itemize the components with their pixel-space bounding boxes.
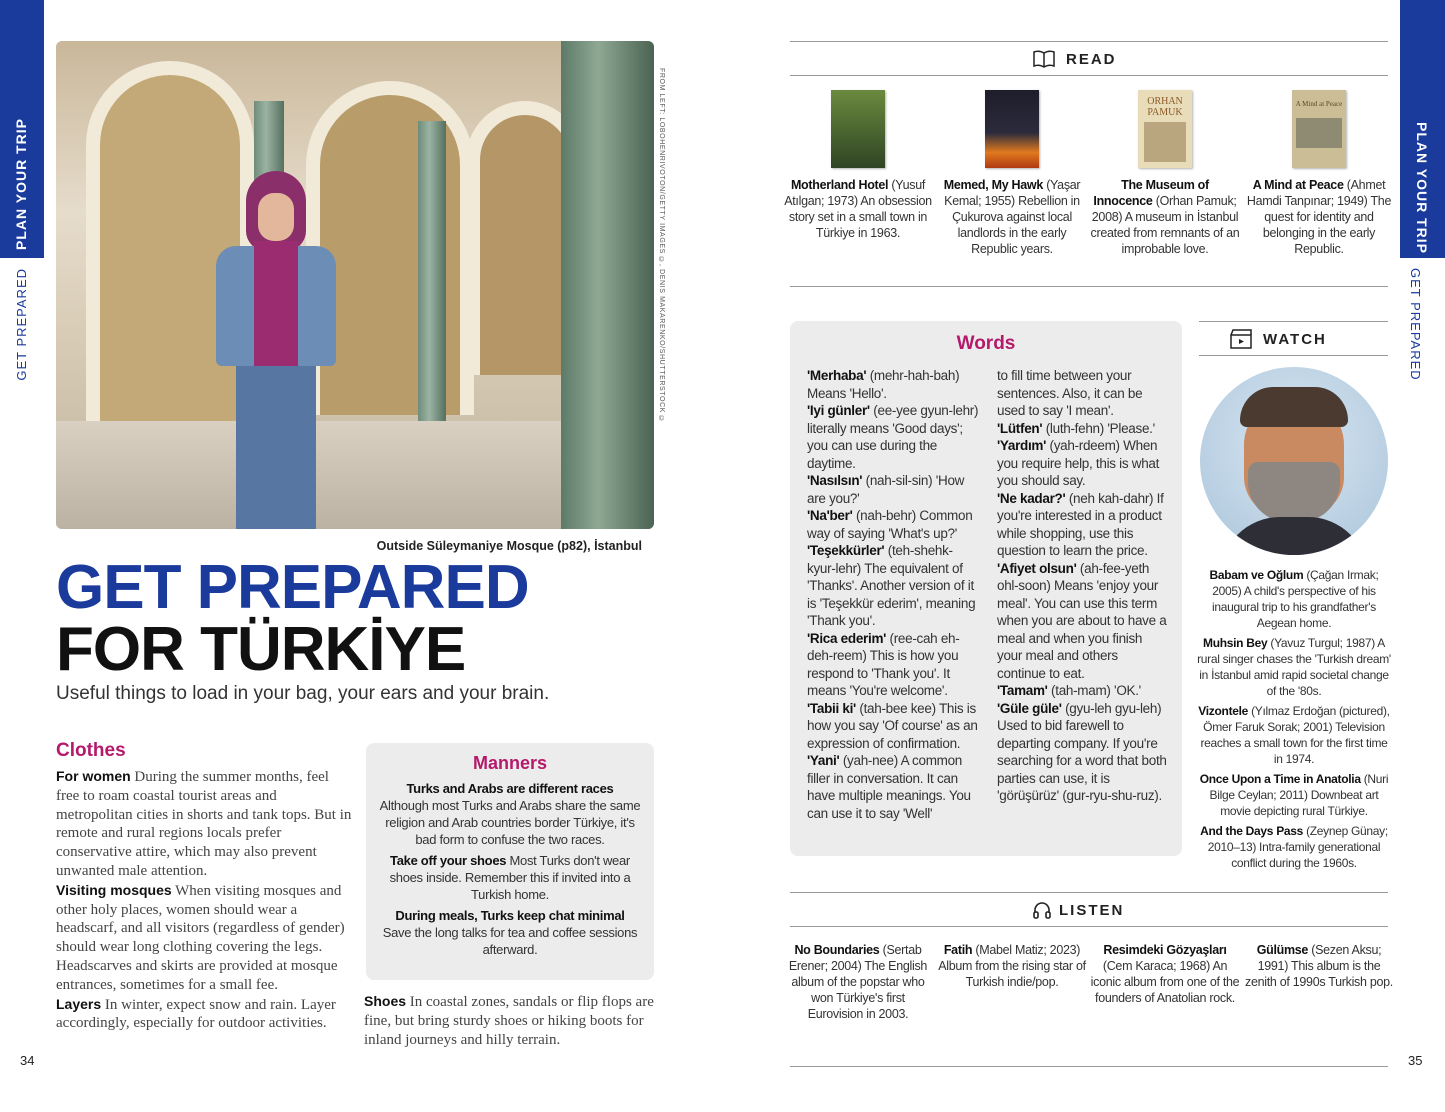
director-portrait [1200,367,1388,555]
clothes-heading: Clothes [56,740,126,761]
words-heading: Words [956,333,1016,354]
clothes-item: For women During the summer months, feel free to roam coastal tourist areas and metropolitan cities in shorts and tank tops. But in remote and rural regions locals prefer conservative attire, which may also prevent unwanted male attention. [56,768,352,879]
watch-heading: WATCH [1263,331,1327,348]
photo-caption: Outside Süleymaniye Mosque (p82), İstanbul [376,539,642,553]
right-section-tab [1400,0,1445,258]
left-subsection-label: GET PREPARED [14,268,29,381]
clothes-item: Visiting mosques When visiting mosques and other holy places, women should wear a headscarf, and all visitors (regardless of gender) should wear long clothing covering the legs. Headscarves and skirts are provided at mosque entrances, sometimes for a small fee. [56,881,345,993]
photo-credit: FROM LEFT: LOBOHENRIVOTON/GETTY IMAGES ©, DENIS MAKARENKO/SHUTTERSTOCK © [658,68,665,424]
book-cover-motherland [831,90,885,168]
words-box [790,321,1182,856]
mosque-photo [56,41,654,529]
watch-entry: Once Upon a Time in Anatolia (Nuri Bilge Ceylan; 2011) Downbeat art movie depicting rural Türkiye. [1199,772,1389,818]
woman-figure [206,171,346,529]
left-section-label: PLAN YOUR TRIP [13,118,29,250]
manners-item: Turks and Arabs are different races Although most Turks and Arabs share the same religion and Arab countries border Türkiye, it's bad form to confuse the two races. [379,781,641,847]
watch-entry: Babam ve Oğlum (Çağan Irmak; 2005) A child's perspective of his inaugural trip to his grandfather's Aegean home. [1209,568,1379,630]
album-entry: No Boundaries (Sertab Erener; 2004) The English album of the popstar who won Türkiye's first Eurovision in 2003. [788,943,928,1021]
listen-heading: LISTEN [1059,902,1125,919]
book-cover-mind-at-peace: A Mind at Peace [1292,90,1346,168]
clothes-item: Layers In winter, expect snow and rain. Layer accordingly, especially for outdoor activities. [56,995,336,1032]
word-entry: 'Nasılsın' (nah-sil-sin) 'How are you?' [807,473,965,506]
manners-heading: Manners [472,753,548,773]
words-column-1 [807,367,979,822]
page-number-right: 35 [1408,1053,1423,1068]
words-column-2 [997,367,1169,805]
word-entry: 'Yani' (yah-nee) A common filler in conversation. It can have multiple meanings. You can use it to say 'Well' [807,753,971,821]
left-section-tab [0,0,44,258]
right-subsection-label: GET PREPARED [1408,268,1423,381]
page-title-line2: FOR TÜRKİYE [56,615,466,684]
word-entry: 'Na'ber' (nah-behr) Common way of saying 'What's up?' [807,508,973,541]
watch-entry: Vizontele (Yılmaz Erdoğan (pictured), Ömer Faruk Sorak; 2001) Television reaches a small town for the first time in 1974. [1198,704,1390,766]
word-entry: 'Tabii ki' (tah-bee kee) This is how you say 'Of course' as an expression of confirmation. [807,700,978,751]
clothes-body [56,767,354,1033]
word-entry: 'Iyi günler' (ee-yee gyun-lehr) literally means 'Good days'; you can use during the daytime. [807,403,979,471]
word-entry-continued: to fill time between your sentences. Also, it can be used to say 'I mean'. [997,368,1143,418]
manners-box [366,743,654,980]
page-subtitle: Useful things to load in your bag, your ears and your brain. [56,683,550,704]
watch-entry: Muhsin Bey (Yavuz Turgul; 1987) A rural singer chases the 'Turkish dream' in İstanbul amid rapid societal change of the '80s. [1197,636,1391,698]
manners-item: Take off your shoes Most Turks don't wear shoes inside. Remember this if invited into a Turkish home. [389,853,631,902]
word-entry: 'Teşekkürler' (teh-shehk-kyur-lehr) The equivalent of 'Thanks'. Another version of it is 'Teşekkür ederim', meaning 'Thank you'. [807,543,976,628]
shoes-paragraph: Shoes In coastal zones, sandals or flip flops are fine, but bring sturdy shoes or hiking boots for inland journeys and hilly terrain. [364,993,654,1048]
page-number-left: 34 [20,1053,35,1068]
book-cover-museum: ORHAN PAMUK [1138,90,1192,168]
book-icon [1033,50,1055,73]
word-entry: 'Rica ederim' (ree-cah eh-deh-reem) This is how you respond to 'Thank you'. It means 'You're welcome'. [807,630,960,698]
word-entry: 'Lütfen' (luth-fehn) 'Please.' [997,420,1155,436]
book-cover-memed [985,90,1039,168]
right-section-label: PLAN YOUR TRIP [1414,122,1430,254]
manners-body [366,774,654,958]
page-title-line1: GET PREPARED [56,553,529,622]
word-entry: 'Merhaba' (mehr-hah-bah) Means 'Hello'. [807,368,960,401]
watch-list [1196,567,1392,871]
word-entry: 'Yardım' (yah-rdeem) When you require help, this is what you should say. [997,438,1160,488]
word-entry: 'Güle güle' (gyu-leh gyu-leh) Used to bid farewell to departing company. If you're searching for a word that both parties can use, it is 'görüşürüz' (gur-ryu-shu-ruz). [997,700,1167,803]
word-entry: 'Ne kadar?' (neh kah-dahr) If you're interested in a product while shopping, use this question to learn the price. [997,490,1164,558]
album-entry: Gülümse (Sezen Aksu; 1991) This album is the zenith of 1990s Turkish pop. [1245,943,1393,989]
read-heading: READ [1066,51,1117,68]
word-entry: 'Afiyet olsun' (ah-fee-yeth ohl-soon) Means 'enjoy your meal'. You can use this term when you are about to have a meal and when you finish your meal and others continue to eat. [997,560,1167,681]
album-entry: Resimdeki Gözyaşları (Cem Karaca; 1968) An iconic album from one of the founders of Anatolian rock. [1090,943,1240,1005]
book-entry: Memed, My Hawk (Yaşar Kemal; 1955) Rebellion in Çukurova against local landlords in the early Republic years. [943,178,1081,256]
clapperboard-icon [1230,329,1252,354]
album-entry: Fatih (Mabel Matiz; 2023) Album from the rising star of Turkish indie/pop. [938,943,1086,989]
headphones-icon [1032,900,1052,925]
watch-entry: And the Days Pass (Zeynep Günay; 2010–13) Intra-family generational conflict during the 1960s. [1200,824,1388,870]
word-entry: 'Tamam' (tah-mam) 'OK.' [997,683,1141,698]
manners-item: During meals, Turks keep chat minimal Save the long talks for tea and coffee sessions afterward. [382,908,638,957]
book-entry: Motherland Hotel (Yusuf Atılgan; 1973) An obsession story set in a small town in Türkiye in 1963. [784,178,932,240]
book-entry: The Museum of Innocence (Orhan Pamuk; 2008) A museum in İstanbul created from remnants of an improbable love. [1090,178,1240,256]
book-entry: A Mind at Peace (Ahmet Hamdi Tanpınar; 1949) The quest for identity and belonging in the early Republic. [1246,178,1392,256]
